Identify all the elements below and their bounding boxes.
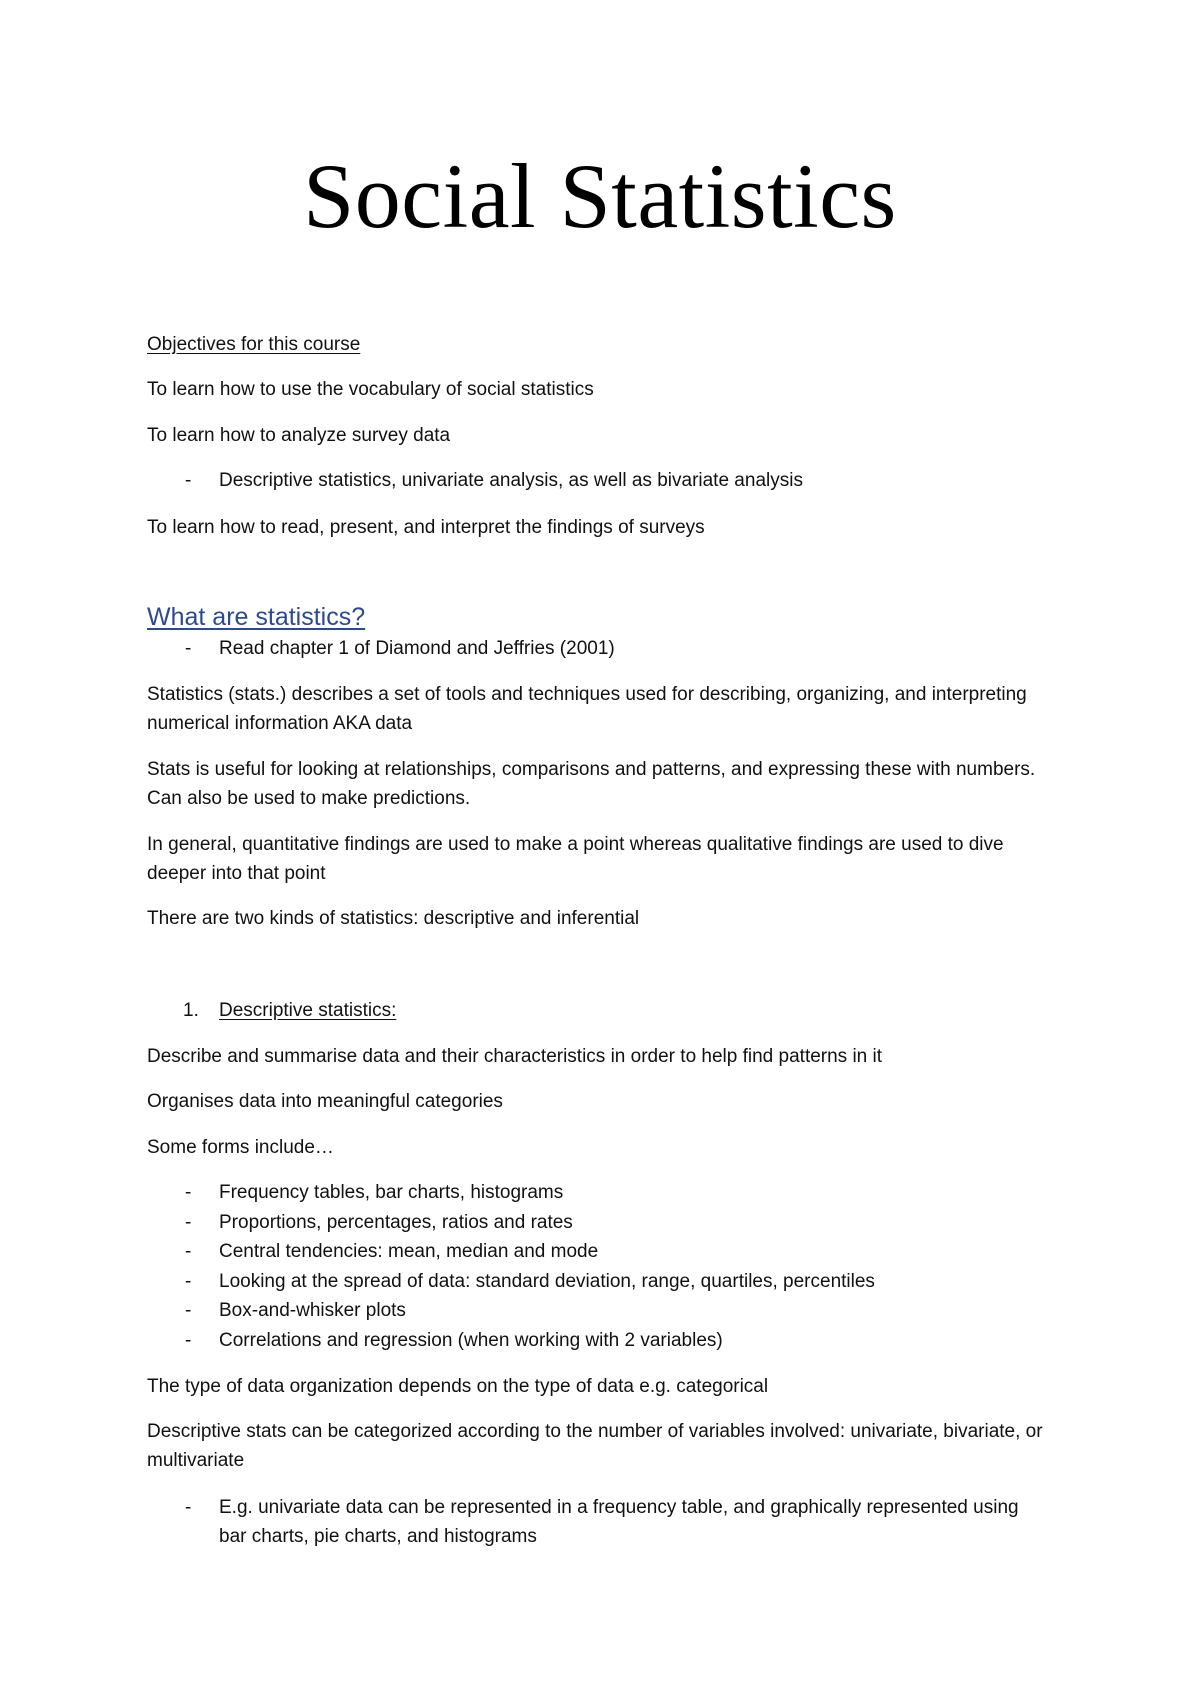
paragraph-organises-data: Organises data into meaningful categories [147, 1091, 503, 1112]
bullet-dash: - [185, 1330, 192, 1351]
form-item: Frequency tables, bar charts, histograms [219, 1182, 564, 1203]
section-heading-what-are-statistics: What are statistics? [147, 603, 366, 631]
form-item: Central tendencies: mean, median and mode [219, 1241, 599, 1262]
bullet-dash: - [185, 1241, 192, 1262]
paragraph-statistics-definition: Statistics (stats.) describes a set of tools and techniques used for describing, organizing, and interpreting numerical information AKA data [147, 684, 1033, 734]
bullet-dash: - [185, 1182, 192, 1203]
example-bullet-univariate: E.g. univariate data can be represented in a frequency table, and graphically represented using bar charts, pie charts, and histograms [219, 1497, 1019, 1547]
paragraph-number-of-variables: Descriptive stats can be categorized according to the number of variables involved: univariate, bivariate, or multivariate [147, 1421, 1048, 1471]
objective-line-survey-data: To learn how to analyze survey data [147, 425, 451, 446]
reading-bullet: Read chapter 1 of Diamond and Jeffries (2001) [219, 638, 615, 659]
bullet-dash: - [185, 638, 192, 659]
form-item: Correlations and regression (when working with 2 variables) [219, 1330, 723, 1351]
bullet-dash: - [185, 1497, 192, 1518]
descriptive-heading: Descriptive statistics: [219, 1000, 397, 1021]
list-number: 1. [183, 1000, 199, 1021]
bullet-dash: - [185, 1212, 192, 1233]
paragraph-stats-usefulness: Stats is useful for looking at relationships, comparisons and patterns, and expressing these with numbers. Can also be used to make predictions. [147, 759, 1041, 809]
paragraph-some-forms: Some forms include… [147, 1137, 334, 1158]
bullet-dash: - [185, 1271, 192, 1292]
bullet-dash: - [185, 1300, 192, 1321]
bullet-dash: - [185, 470, 192, 491]
objectives-heading: Objectives for this course [147, 334, 361, 355]
paragraph-two-kinds: There are two kinds of statistics: descriptive and inferential [147, 908, 640, 929]
document-title: Social Statistics [303, 145, 897, 247]
paragraph-data-organization: The type of data organization depends on the type of data e.g. categorical [147, 1376, 769, 1397]
form-item: Looking at the spread of data: standard deviation, range, quartiles, percentiles [219, 1271, 875, 1292]
objective-line-vocabulary: To learn how to use the vocabulary of social statistics [147, 379, 594, 400]
objective-bullet-descriptive: Descriptive statistics, univariate analysis, as well as bivariate analysis [219, 470, 803, 491]
paragraph-quantitative-qualitative: In general, quantitative findings are used to make a point whereas qualitative findings are used to dive deeper into that point [147, 834, 1009, 884]
form-item: Box-and-whisker plots [219, 1300, 406, 1321]
paragraph-describe-summarise: Describe and summarise data and their characteristics in order to help find patterns in it [147, 1046, 883, 1067]
form-item: Proportions, percentages, ratios and rates [219, 1212, 573, 1233]
objective-line-findings: To learn how to read, present, and interpret the findings of surveys [147, 517, 705, 538]
